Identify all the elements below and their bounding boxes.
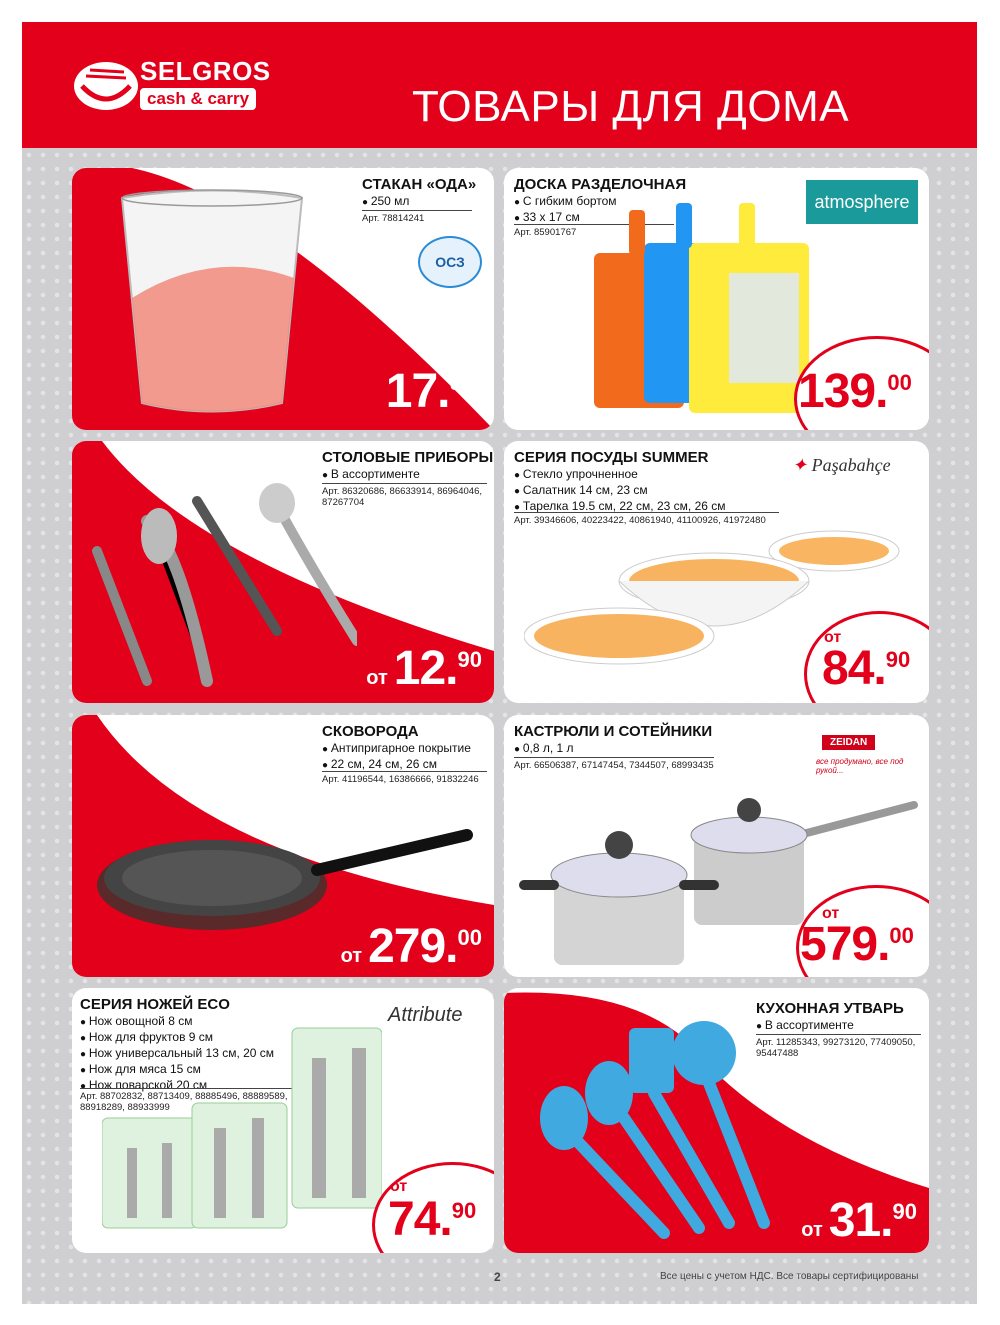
utensils-image bbox=[524, 1008, 784, 1248]
product-card-frying-pan[interactable] bbox=[72, 715, 494, 977]
price: от 12.90 bbox=[366, 642, 482, 695]
bullet: ● Тарелка 19.5 см, 22 см, 23 см, 26 см bbox=[514, 499, 726, 515]
price-prefix: от bbox=[824, 629, 842, 646]
certification-badge: ОСЗ bbox=[418, 236, 482, 288]
bullet: ● Нож для фруктов 9 см bbox=[80, 1030, 274, 1046]
bullet: ● В ассортименте bbox=[756, 1018, 854, 1034]
product-bullets bbox=[756, 1018, 854, 1034]
article-numbers: Арт. 41196544, 16386666, 91832246 bbox=[322, 771, 487, 785]
footer-note: Все цены с учетом НДС. Все товары сертифицированы bbox=[660, 1271, 919, 1282]
product-bullets bbox=[322, 741, 471, 773]
price: от 31.90 bbox=[801, 1194, 917, 1247]
price-prefix: от bbox=[390, 1178, 408, 1195]
pasabahce-logo: ✦ Paşabahçe bbox=[792, 455, 891, 475]
product-card-kitchen-utensils[interactable] bbox=[504, 988, 929, 1253]
article-numbers: Арт. 86320686, 86633914, 86964046, 87267704 bbox=[322, 483, 487, 508]
page-number: 2 bbox=[494, 1270, 501, 1284]
article-numbers: Арт. 66506387, 67147454, 7344507, 68993435 bbox=[514, 757, 714, 771]
product-card-dishes[interactable] bbox=[504, 441, 929, 703]
bullet: ● 0,8 л, 1 л bbox=[514, 741, 574, 757]
product-card-pots[interactable] bbox=[504, 715, 929, 977]
price: 139.00 bbox=[798, 365, 912, 418]
article-numbers: Арт. 88702832, 88713409, 88885496, 88889589, 88918289, 88933999 bbox=[80, 1088, 295, 1113]
bullet: ● Нож поварской 20 см bbox=[80, 1078, 274, 1094]
price: 579.00 bbox=[800, 918, 914, 971]
brand-subtitle: cash & carry bbox=[140, 88, 256, 110]
product-card-cutlery[interactable] bbox=[72, 441, 494, 703]
product-bullets bbox=[322, 467, 420, 483]
product-title: ДОСКА РАЗДЕЛОЧНАЯ bbox=[514, 176, 687, 193]
product-card-knives[interactable] bbox=[72, 988, 494, 1253]
price-prefix: от bbox=[822, 905, 840, 922]
product-title: КАСТРЮЛИ И СОТЕЙНИКИ bbox=[514, 723, 713, 740]
zeidan-logo: ZEIDAN bbox=[822, 735, 875, 750]
product-title: СЕРИЯ НОЖЕЙ ECO bbox=[80, 996, 230, 1013]
price: от 279.00 bbox=[340, 920, 482, 973]
article-numbers: Арт. 78814241 bbox=[362, 210, 472, 224]
bullet: ● 22 см, 24 см, 26 см bbox=[322, 757, 471, 773]
price: 74.90 bbox=[388, 1193, 477, 1246]
brand-name: SELGROS bbox=[140, 56, 271, 86]
article-numbers: Арт. 39346606, 40223422, 40861940, 41100926, 41972480 bbox=[514, 512, 779, 526]
product-card-glass[interactable] bbox=[72, 168, 494, 430]
bullet: ● В ассортименте bbox=[322, 467, 420, 483]
page-title: ТОВАРЫ ДЛЯ ДОМА bbox=[412, 82, 850, 131]
product-title: СТОЛОВЫЕ ПРИБОРЫ bbox=[322, 449, 494, 466]
bullet: ● С гибким бортом bbox=[514, 194, 617, 210]
product-title: СТАКАН «ОДА» bbox=[362, 176, 477, 193]
product-title: СЕРИЯ ПОСУДЫ SUMMER bbox=[514, 449, 709, 466]
bullet: ● Салатник 14 см, 23 см bbox=[514, 483, 726, 499]
knives-image bbox=[102, 1018, 382, 1243]
price: 84.90 bbox=[822, 642, 911, 695]
product-title: КУХОННАЯ УТВАРЬ bbox=[756, 1000, 904, 1017]
header-bar bbox=[22, 22, 977, 148]
price: 17.90 bbox=[385, 365, 474, 418]
bullet: ● 250 мл bbox=[362, 194, 409, 210]
bullet: ● Нож универсальный 13 см, 20 см bbox=[80, 1046, 274, 1062]
product-title: СКОВОРОДА bbox=[322, 723, 419, 740]
atmosphere-logo: atmosphere bbox=[806, 180, 918, 224]
product-bullets bbox=[514, 741, 574, 757]
bullet: ● Антипригарное покрытие bbox=[322, 741, 471, 757]
bullet: ● Нож для мяса 15 см bbox=[80, 1062, 274, 1078]
bullet: ● Стекло упрочненное bbox=[514, 467, 726, 483]
cutting-boards-image bbox=[594, 198, 824, 418]
article-numbers: Арт. 85901767 bbox=[514, 224, 674, 238]
cutlery-image bbox=[87, 481, 357, 691]
product-bullets bbox=[514, 467, 726, 515]
attribute-logo: Attribute bbox=[388, 1004, 463, 1026]
bullet: ● Нож овощной 8 см bbox=[80, 1014, 274, 1030]
article-numbers: Арт. 11285343, 99273120, 77409050, 95447488 bbox=[756, 1034, 921, 1059]
bullet: ● 33 х 17 см bbox=[514, 210, 617, 226]
glass-image bbox=[112, 188, 312, 423]
zeidan-slogan: все продумано, все под рукой... bbox=[816, 757, 904, 775]
product-bullets bbox=[362, 194, 409, 210]
product-card-cutting-board[interactable] bbox=[504, 168, 929, 430]
